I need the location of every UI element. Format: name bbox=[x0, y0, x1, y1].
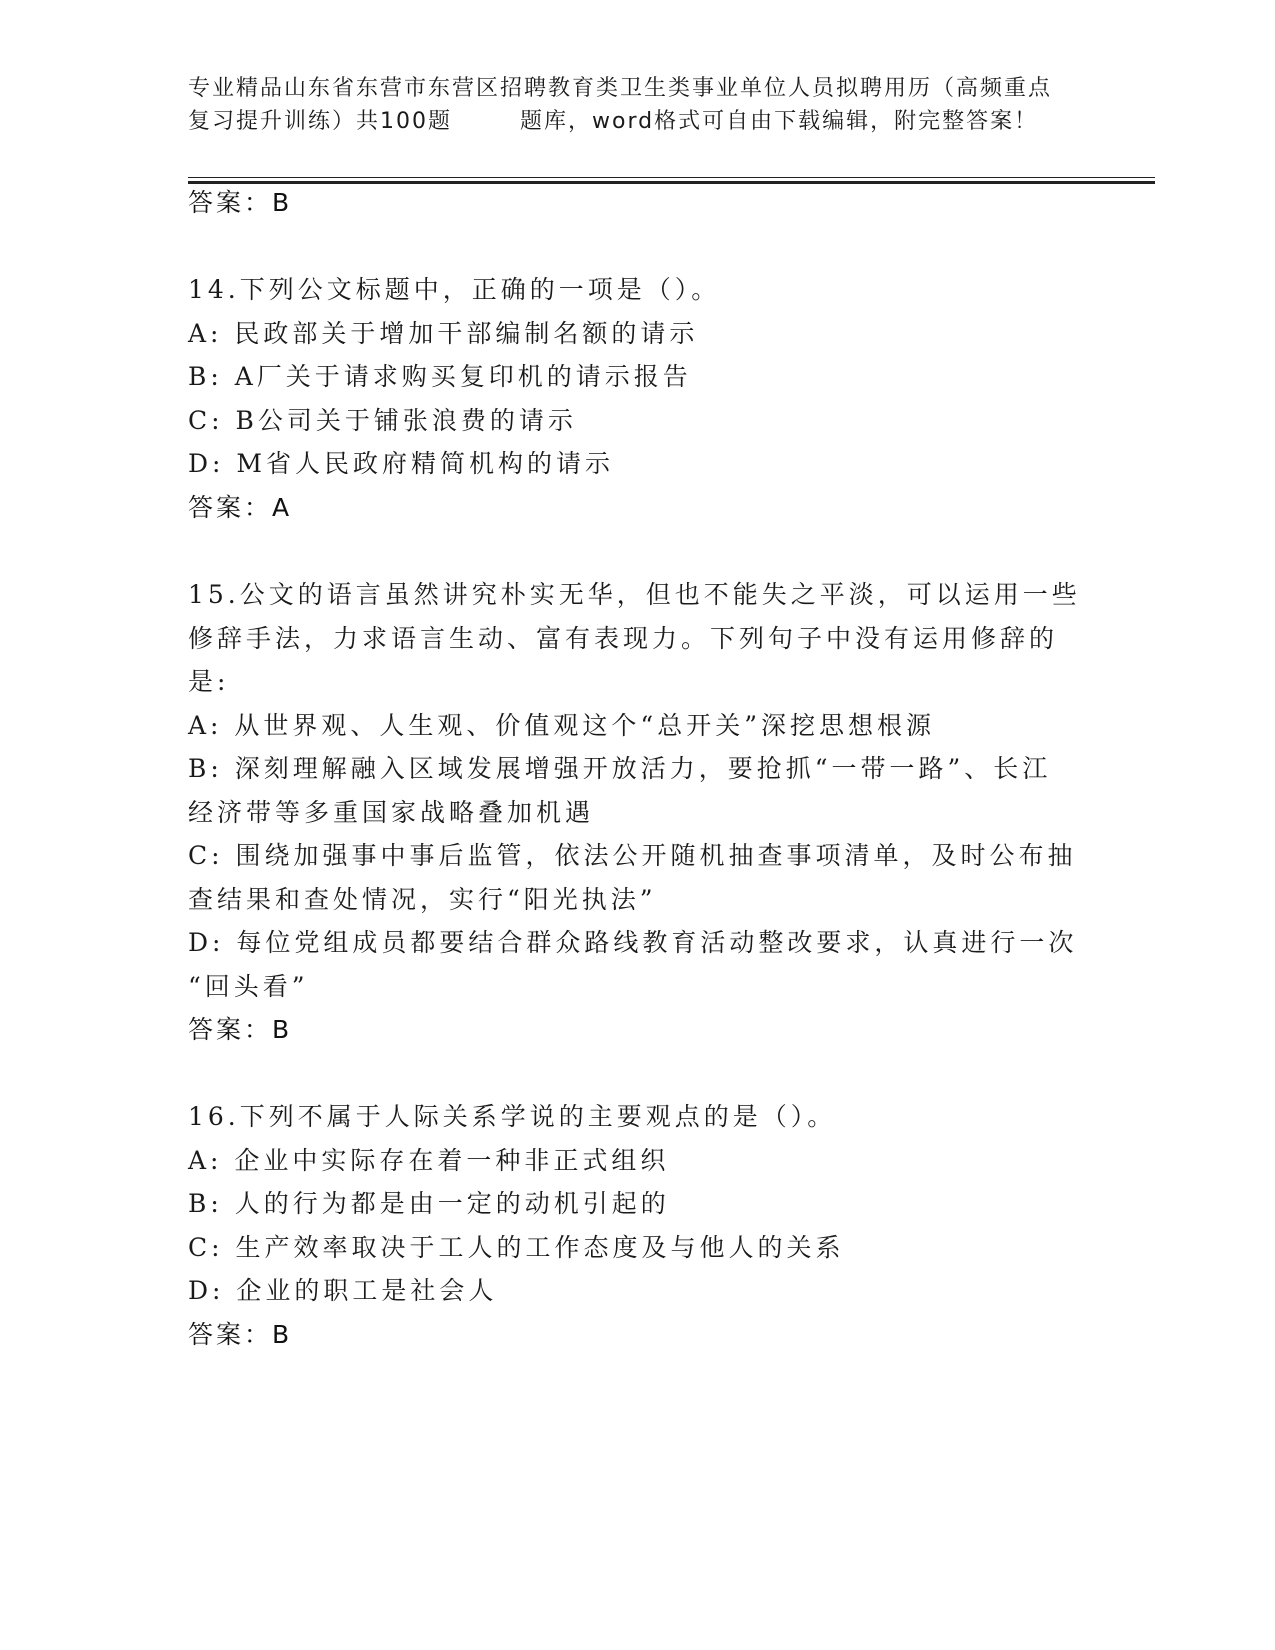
header-line-1: 专业精品山东省东营市东营区招聘教育类卫生类事业单位人员拟聘用历（高频重点 bbox=[188, 76, 1053, 101]
q15-question-line-1: 15.公文的语言虽然讲究朴实无华，但也不能失之平淡，可以运用一些 bbox=[188, 580, 1081, 609]
q16-option-a: A: 企业中实际存在着一种非正式组织 bbox=[188, 1146, 670, 1175]
header-line-2-left: 复习提升训练）共100题 bbox=[188, 109, 452, 134]
q16-question: 16.下列不属于人际关系学说的主要观点的是（）。 bbox=[188, 1102, 837, 1131]
q15-option-c-line-1: C: 围绕加强事中事后监管，依法公开随机抽查事项清单，及时公布抽 bbox=[188, 841, 1077, 870]
q16-answer: 答案：B bbox=[188, 1320, 293, 1349]
q14-answer: 答案：A bbox=[188, 493, 293, 522]
q15-option-b-line-2: 经济带等多重国家战略叠加机遇 bbox=[188, 798, 595, 827]
q15-option-d-line-2: “回头看” bbox=[188, 972, 309, 1001]
q16-option-c: C: 生产效率取决于工人的工作态度及与他人的关系 bbox=[188, 1233, 845, 1262]
q14-option-d: D: M省人民政府精简机构的请示 bbox=[188, 449, 615, 478]
q14-option-b: B: A厂关于请求购买复印机的请示报告 bbox=[188, 362, 692, 391]
q16-option-b: B: 人的行为都是由一定的动机引起的 bbox=[188, 1189, 670, 1218]
previous-answer: 答案：B bbox=[188, 188, 293, 217]
header-rule-thin bbox=[188, 177, 1155, 178]
page-header bbox=[188, 72, 1088, 138]
q16-option-d: D: 企业的职工是社会人 bbox=[188, 1276, 498, 1305]
q15-option-d-line-1: D: 每位党组成员都要结合群众路线教育活动整改要求，认真进行一次 bbox=[188, 928, 1078, 957]
q15-option-a: A: 从世界观、人生观、价值观这个“总开关”深挖思想根源 bbox=[188, 711, 935, 740]
q14-option-a: A: 民政部关于增加干部编制名额的请示 bbox=[188, 319, 699, 348]
header-line-2 bbox=[188, 105, 1088, 138]
q14-option-c: C: B公司关于铺张浪费的请示 bbox=[188, 406, 577, 435]
header-line-2-right: 题库，word格式可自由下载编辑，附完整答案！ bbox=[520, 109, 1039, 134]
header-rule-thick bbox=[188, 181, 1155, 184]
q15-question-line-3: 是: bbox=[188, 667, 230, 696]
q14-question: 14.下列公文标题中，正确的一项是（）。 bbox=[188, 275, 721, 304]
q15-option-c-line-2: 查结果和查处情况，实行“阳光执法” bbox=[188, 885, 657, 914]
q15-question-line-2: 修辞手法，力求语言生动、富有表现力。下列句子中没有运用修辞的 bbox=[188, 624, 1059, 653]
q15-answer: 答案：B bbox=[188, 1015, 293, 1044]
q15-option-b-line-1: B: 深刻理解融入区域发展增强开放活力，要抢抓“一带一路”、长江 bbox=[188, 754, 1052, 783]
